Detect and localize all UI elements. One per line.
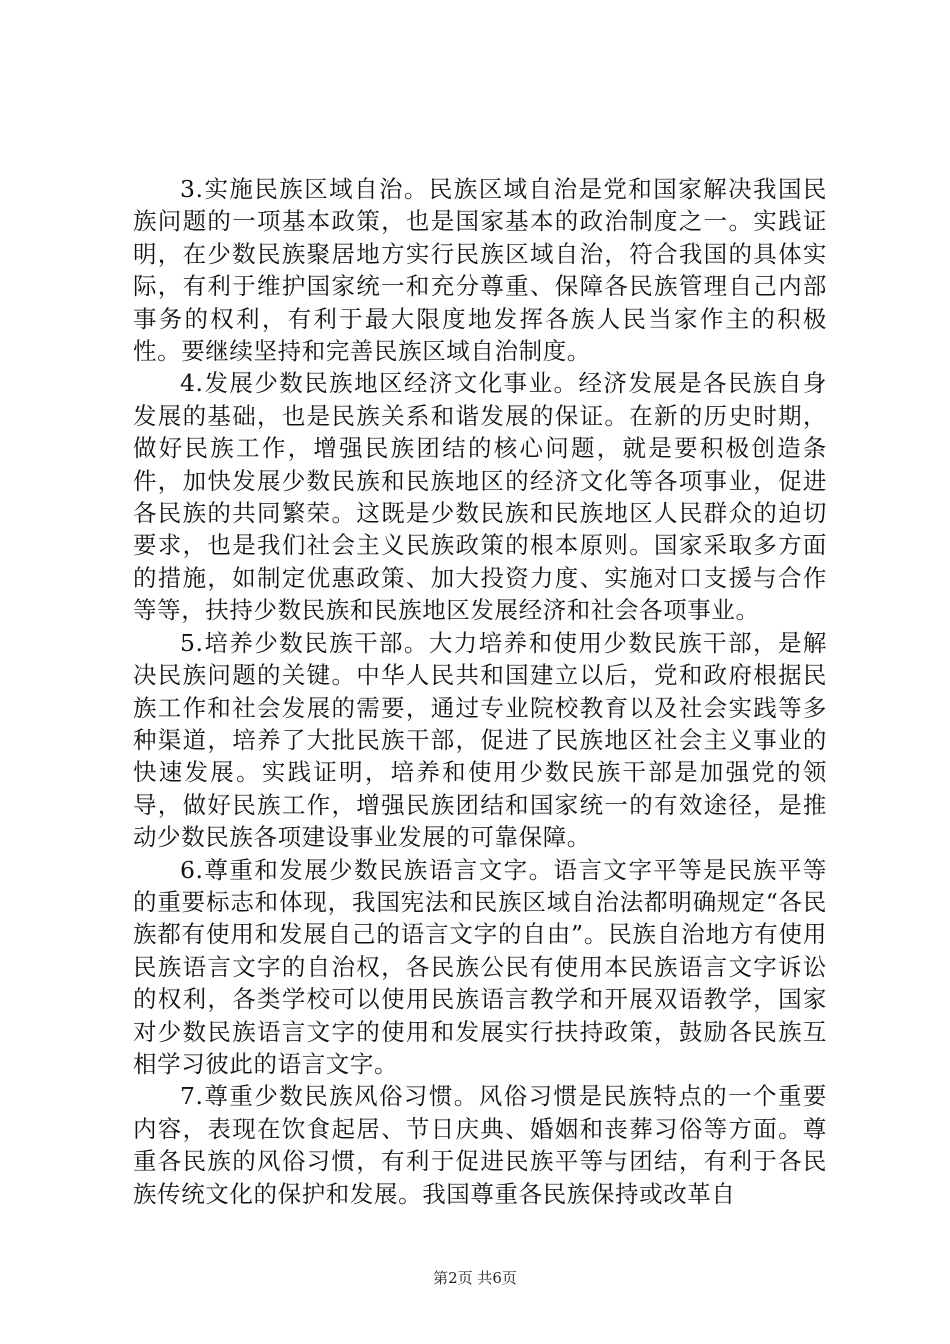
page-number-footer: 第2页 共6页: [433, 1269, 517, 1287]
paragraph-5-minority-cadres: 5.培养少数民族干部。大力培养和使用少数民族干部，是解决民族问题的关键。中华人民共和国建立以后，党和政府根据民族工作和社会发展的需要，通过专业院校教育以及社会实践等多种渠道，培养了大批民族干部，促进了民族地区社会主义事业的快速发展。实践证明，培养和使用少数民族干部是加强党的领导，做好民族工作，增强民族团结和国家统一的有效途径，是推动少数民族各项建设事业发展的可靠保障。: [133, 628, 827, 852]
document-body: [133, 173, 827, 1210]
paragraph-3-regional-autonomy: 3.实施民族区域自治。民族区域自治是党和国家解决我国民族问题的一项基本政策，也是国家基本的政治制度之一。实践证明，在少数民族聚居地方实行民族区域自治，符合我国的具体实际，有利于维护国家统一和充分尊重、保障各民族管理自己内部事务的权利，有利于最大限度地发挥各族人民当家作主的积极性。要继续坚持和完善民族区域自治制度。: [133, 175, 827, 366]
paragraph-4-economic-development: 4.发展少数民族地区经济文化事业。经济发展是各民族自身发展的基础，也是民族关系和谐发展的保证。在新的历史时期，做好民族工作，增强民族团结的核心问题，就是要积极创造条件，加快发展少数民族和民族地区的经济文化等各项事业，促进各民族的共同繁荣。这既是少数民族和民族地区人民群众的迫切要求，也是我们社会主义民族政策的根本原则。国家采取多方面的措施，如制定优惠政策、加大投资力度、实施对口支援与合作等等，扶持少数民族和民族地区发展经济和社会各项事业。: [133, 369, 827, 625]
paragraph-6-languages: 6.尊重和发展少数民族语言文字。语言文字平等是民族平等的重要标志和体现，我国宪法和民族区域自治法都明确规定“各民族都有使用和发展自己的语言文字的自由”。民族自治地方有使用民族语言文字的自治权，各民族公民有使用本民族语言文字诉讼的权利，各类学校可以使用民族语言教学和开展双语教学，国家对少数民族语言文字的使用和发展实行扶持政策，鼓励各民族互相学习彼此的语言文字。: [133, 855, 827, 1078]
paragraph-7-customs: 7.尊重少数民族风俗习惯。风俗习惯是民族特点的一个重要内容，表现在饮食起居、节日庆典、婚姻和丧葬习俗等方面。尊重各民族的风俗习惯，有利于促进民族平等与团结，有利于各民族传统文化的保护和发展。我国尊重各民族保持或改革自: [133, 1082, 827, 1208]
